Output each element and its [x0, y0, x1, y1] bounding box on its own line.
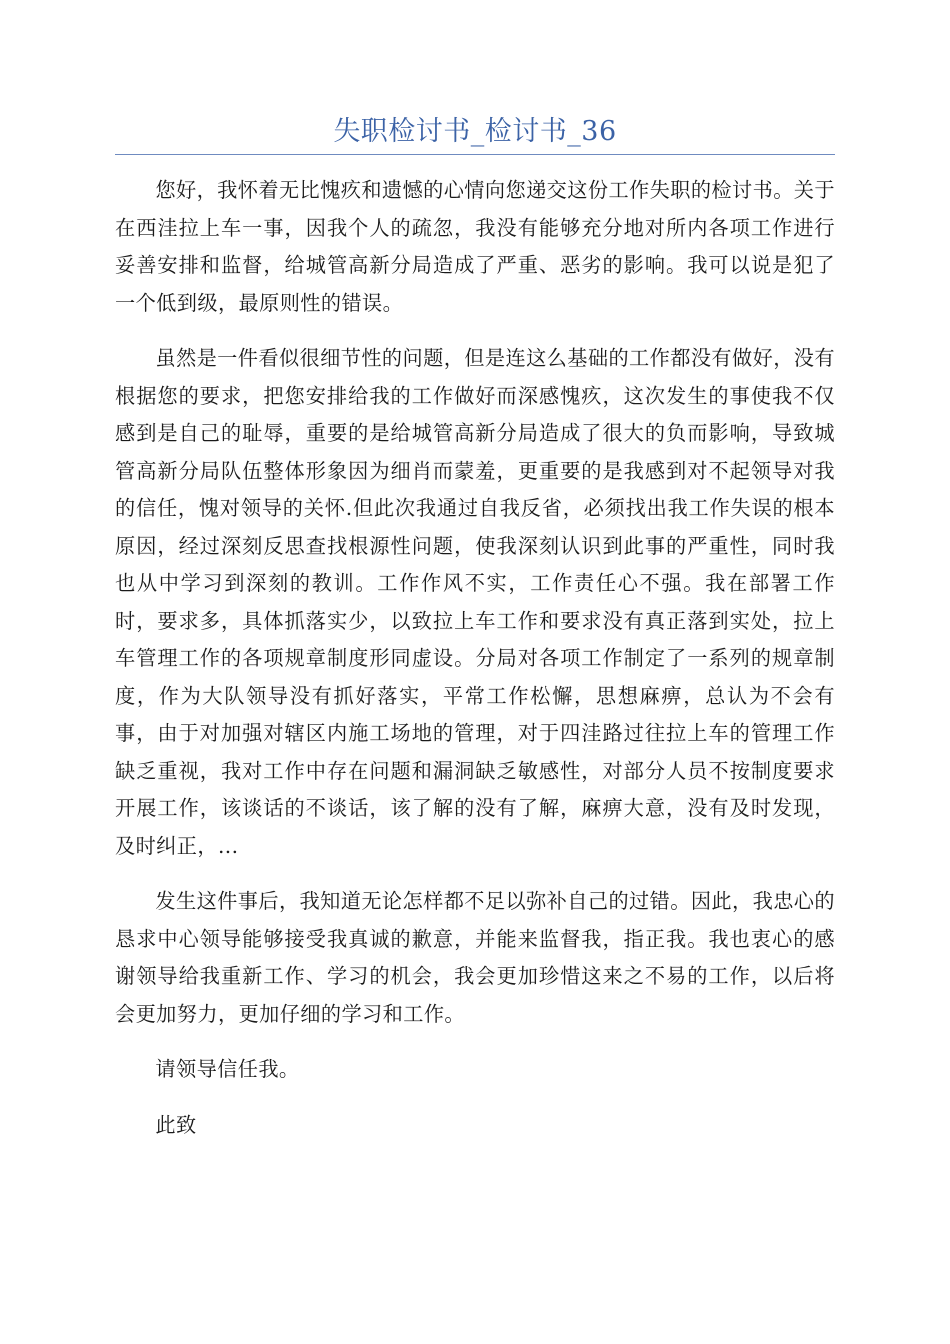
paragraph-trust-request: 请领导信任我。: [155, 1057, 300, 1081]
paragraph-reflection: 虽然是一件看似很细节性的问题，但是连这么基础的工作都没有做好，没有根据您的要求，把您安排给我的工作做好而深感愧疚，这次发生的事使我不仅感到是自己的耻辱，重要的是给城管高新分局造成了很大的负而影响，导致城管高新分局队伍整体形象因为细肖而蒙羞，更重要的是我感到对不起领导对我的信任，愧对领导的关怀.但此次我通过自我反省，必须找出我工作失误的根本原因，经过深刻反思查找根源性问题，使我深刻认识到此事的严重性，同时我也从中学习到深刻的教训。工作作风不实，工作责任心不强。我在部署工作时，要求多，具体抓落实少，以致拉上车工作和要求没有真正落到实处，拉上车管理工作的各项规章制度形同虚设。分局对各项工作制定了一系列的规章制度，作为大队领导没有抓好落实，平常工作松懈，思想麻痹，总认为不会有事，由于对加强对辖区内施工场地的管理，对于四洼路过往拉上车的管理工作缺乏重视，我对工作中存在问题和漏洞缺乏敏感性，对部分人员不按制度要求开展工作，该谈话的不谈话，该了解的没有了解，麻痹大意，没有及时发现，及时纠正，...: [115, 346, 835, 858]
paragraph-apology: 发生这件事后，我知道无论怎样都不足以弥补自己的过错。因此，我忠心的恳求中心领导能够接受我真诚的歉意，并能来监督我，指正我。我也衷心的感谢领导给我重新工作、学习的机会，我会更加珍惜这来之不易的工作，以后将会更加努力，更加仔细的学习和工作。: [115, 889, 835, 1026]
paragraph-closing: 此致: [155, 1112, 197, 1137]
paragraph-greeting: 您好，我怀着无比愧疚和遗憾的心情向您递交这份工作失职的检讨书。关于在西洼拉上车一事，因我个人的疏忽，我没有能够充分地对所内各项工作进行妥善安排和监督，给城管高新分局造成了严重、恶劣的影响。我可以说是犯了一个低到级，最原则性的错误。: [115, 178, 835, 315]
title-underline: [115, 154, 835, 155]
document-body: [115, 172, 835, 1162]
document-title: 失职检讨书_检讨书_36: [333, 116, 617, 147]
